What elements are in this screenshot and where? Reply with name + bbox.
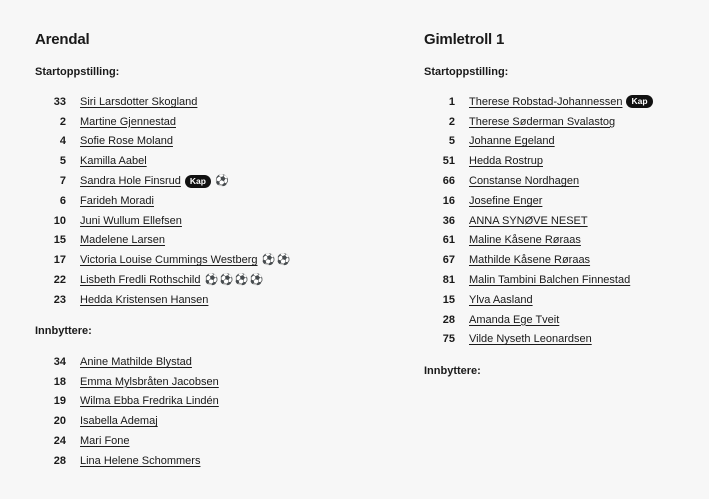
player-row: [424, 191, 653, 211]
player-name-link[interactable]: Malin Tambini Balchen Finnestad: [469, 274, 631, 287]
player-name-link[interactable]: Hedda Rostrup: [469, 155, 543, 168]
player-row: [424, 151, 653, 171]
player-name-link[interactable]: Lina Helene Schommers: [80, 454, 201, 467]
player-name-link[interactable]: Madelene Larsen: [80, 234, 166, 247]
player-number: 5: [448, 135, 455, 148]
football-icon: ⚽: [261, 253, 276, 266]
player-number: 15: [442, 293, 455, 306]
player-name-link[interactable]: Wilma Ebba Fredrika Lindén: [80, 395, 219, 408]
player-row: [424, 132, 653, 152]
player-name-link[interactable]: Farideh Moradi: [80, 194, 154, 207]
starting-lineup-label: Startoppstilling:: [35, 66, 120, 78]
player-row: [35, 112, 288, 132]
player-number: 4: [59, 135, 66, 148]
player-row: [35, 132, 288, 152]
player-number: 23: [53, 293, 66, 306]
captain-badge: Kap: [185, 175, 211, 188]
player-number: 7: [59, 175, 66, 188]
football-icon: ⚽: [276, 253, 291, 266]
player-name-link[interactable]: Siri Larsdotter Skogland: [80, 95, 198, 108]
captain-badge: Kap: [626, 95, 652, 108]
player-number: 61: [442, 234, 455, 247]
player-row: [424, 211, 653, 231]
player-number: 81: [442, 274, 455, 287]
football-icon: ⚽: [204, 273, 219, 286]
player-number: 17: [53, 254, 66, 267]
starting-lineup-list: [424, 92, 653, 349]
player-name-link[interactable]: Lisbeth Fredli Rothschild: [80, 274, 201, 287]
player-row: [35, 411, 219, 431]
player-name-link[interactable]: Josefine Enger: [469, 194, 543, 207]
player-name-link[interactable]: Therese Søderman Svalastog: [469, 115, 616, 128]
team-name: Arendal: [35, 31, 90, 48]
player-row: [424, 250, 653, 270]
player-row: [424, 92, 653, 112]
player-row: [35, 290, 288, 310]
player-number: 18: [53, 375, 66, 388]
player-number: 24: [53, 435, 66, 448]
football-icon: ⚽: [219, 273, 234, 286]
substitutes-label: Innbyttere:: [35, 325, 92, 337]
player-name-link[interactable]: Mari Fone: [80, 435, 130, 448]
player-row: [424, 270, 653, 290]
player-row: [424, 310, 653, 330]
substitutes-label: Innbyttere:: [424, 365, 481, 377]
player-name-link[interactable]: Maline Kåsene Røraas: [469, 234, 581, 247]
player-row: [35, 171, 288, 191]
player-name-link[interactable]: Emma Mylsbråten Jacobsen: [80, 375, 219, 388]
player-name-link[interactable]: Amanda Ege Tveit: [469, 313, 560, 326]
player-number: 28: [53, 454, 66, 467]
starting-lineup-list: [35, 92, 291, 310]
player-name-link[interactable]: Ylva Aasland: [469, 293, 533, 306]
player-number: 67: [442, 254, 455, 267]
player-row: [35, 451, 219, 471]
football-icon: ⚽: [249, 273, 264, 286]
player-number: 51: [442, 155, 455, 168]
player-number: 1: [448, 95, 455, 108]
player-row: [424, 290, 653, 310]
player-number: 33: [53, 95, 66, 108]
player-number: 19: [53, 395, 66, 408]
player-name-link[interactable]: Sandra Hole Finsrud: [80, 175, 181, 188]
player-row: [35, 270, 288, 290]
player-row: [35, 372, 219, 392]
player-number: 34: [53, 355, 66, 368]
player-row: [424, 112, 653, 132]
player-number: 16: [442, 194, 455, 207]
player-name-link[interactable]: ANNA SYNØVE NESET: [469, 214, 588, 227]
player-row: [35, 191, 288, 211]
player-number: 2: [448, 115, 455, 128]
player-row: [424, 231, 653, 251]
player-row: [35, 431, 219, 451]
football-icon: ⚽: [214, 174, 229, 187]
player-number: 6: [59, 194, 66, 207]
player-row: [424, 171, 653, 191]
player-number: 10: [53, 214, 66, 227]
player-name-link[interactable]: Anine Mathilde Blystad: [80, 355, 192, 368]
player-row: [424, 330, 653, 350]
player-name-link[interactable]: Isabella Ademaj: [80, 415, 158, 428]
player-number: 66: [442, 175, 455, 188]
player-row: [35, 231, 288, 251]
player-number: 20: [53, 415, 66, 428]
player-name-link[interactable]: Vilde Nyseth Leonardsen: [469, 333, 592, 346]
player-number: 28: [442, 313, 455, 326]
player-name-link[interactable]: Martine Gjennestad: [80, 115, 176, 128]
player-number: 75: [442, 333, 455, 346]
player-name-link[interactable]: Hedda Kristensen Hansen: [80, 293, 209, 306]
player-row: [35, 392, 219, 412]
player-name-link[interactable]: Johanne Egeland: [469, 135, 555, 148]
player-row: [35, 211, 288, 231]
player-row: [35, 250, 291, 270]
substitutes-list: [35, 352, 219, 471]
player-name-link[interactable]: Constanse Nordhagen: [469, 175, 580, 188]
player-number: 15: [53, 234, 66, 247]
team-name: Gimletroll 1: [424, 31, 505, 48]
player-row: [35, 352, 219, 372]
starting-lineup-label: Startoppstilling:: [424, 66, 509, 78]
player-name-link[interactable]: Kamilla Aabel: [80, 155, 147, 168]
player-row: [35, 92, 288, 112]
player-name-link[interactable]: Victoria Louise Cummings Westberg: [80, 254, 258, 267]
football-icon: ⚽: [234, 273, 249, 286]
player-number: 22: [53, 274, 66, 287]
player-name-link[interactable]: Therese Robstad-Johannessen: [469, 95, 623, 108]
player-number: 36: [442, 214, 455, 227]
player-name-link[interactable]: Mathilde Kåsene Røraas: [469, 254, 591, 267]
player-name-link[interactable]: Sofie Rose Moland: [80, 135, 173, 148]
player-name-link[interactable]: Juni Wullum Ellefsen: [80, 214, 182, 227]
player-number: 2: [59, 115, 66, 128]
player-number: 5: [59, 155, 66, 168]
player-row: [35, 151, 288, 171]
